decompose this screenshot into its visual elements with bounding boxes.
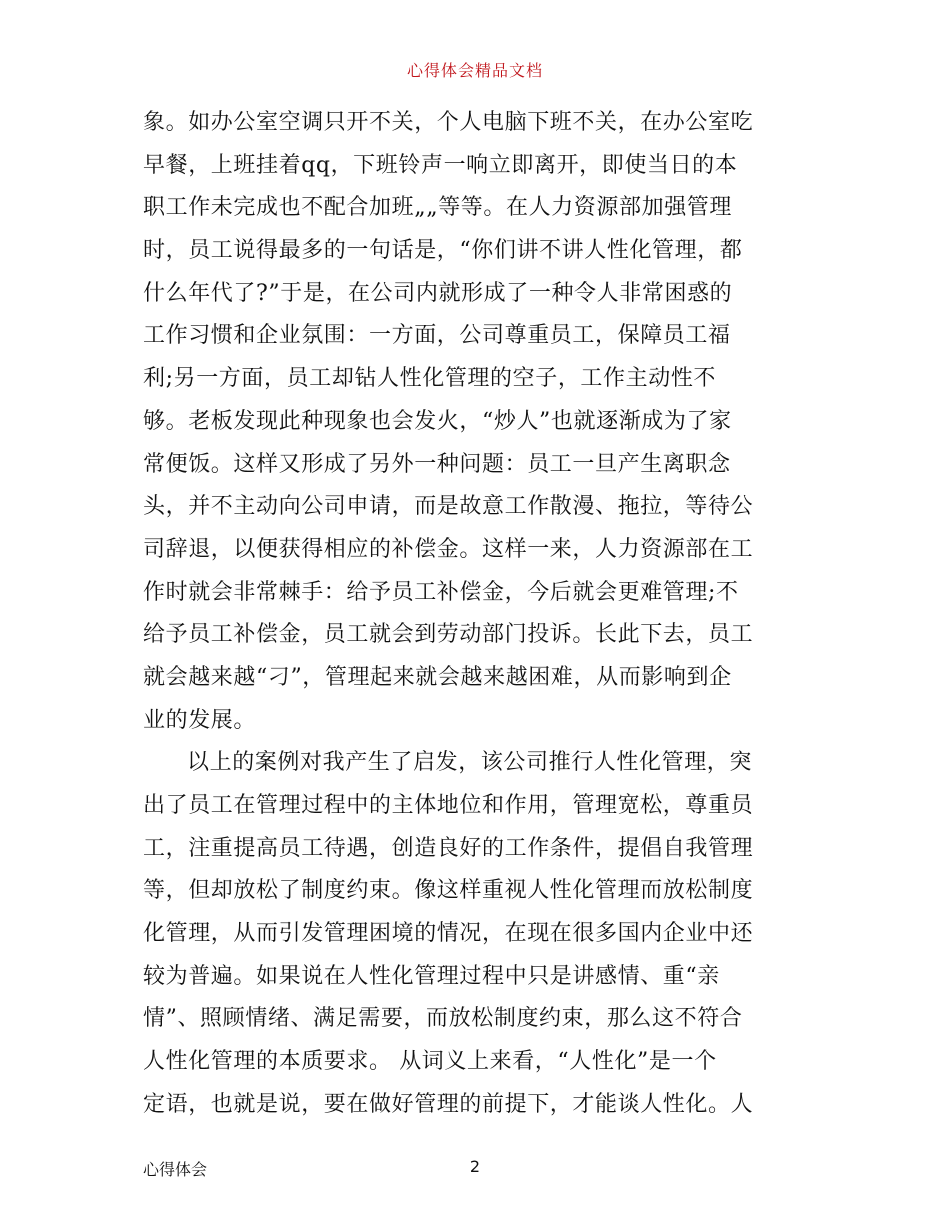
text-line: 常便饭。这样又形成了另外一种问题：员工一旦产生离职念: [143, 451, 731, 477]
text-line: 人性化管理的本质要求。 从词义上来看，“人性化”是一个: [143, 1049, 717, 1075]
text-line: 定语，也就是说，要在做好管理的前提下，才能谈人性化。人: [143, 1091, 754, 1117]
text-line: 什么年代了?”于是，在公司内就形成了一种令人非常困惑的: [143, 280, 733, 306]
text-line: 司辞退，以便获得相应的补偿金。这样一来，人力资源部在工: [143, 536, 754, 562]
text-line: 给予员工补偿金，员工就会到劳动部门投诉。长此下去，员工: [143, 622, 754, 648]
text-line: 够。老板发现此种现象也会发火，“炒人”也就逐渐成为了家: [143, 408, 732, 434]
text-line: 象。如办公室空调只开不关，个人电脑下班不关，在办公室吃: [143, 110, 754, 135]
text-line: 作时就会非常棘手：给予员工补偿金，今后就会更难管理;不: [143, 579, 739, 605]
text-line: 情”、照顾情绪、满足需要，而放松制度约束，那么这不符合: [143, 1006, 743, 1032]
text-line: 就会越来越“刁”，管理起来就会越来越困难，从而影响到企: [143, 664, 732, 690]
page-number: 2: [469, 1157, 481, 1176]
body-text: [143, 102, 813, 1127]
text-line: 头，并不主动向公司申请，而是故意工作散漫、拖拉，等待公: [143, 494, 754, 520]
paragraph-first-line: 以上的案例对我产生了启发，该公司推行人性化管理，突: [187, 750, 753, 776]
text-line: 工作习惯和企业氛围：一方面，公司尊重员工，保障员工福: [143, 323, 731, 349]
text-line: 工，注重提高员工待遇，创造良好的工作条件，提倡自我管理: [143, 835, 754, 861]
text-line: 出了员工在管理过程中的主体地位和作用，管理宽松，尊重员: [143, 793, 754, 818]
footer-label: 心得体会: [143, 1160, 208, 1179]
text-line: 职工作未完成也不配合加班„„等等。在人力资源部加强管理: [143, 195, 732, 221]
text-line: 时，员工说得最多的一句话是，“你们讲不讲人性化管理，都: [143, 238, 743, 264]
text-line: 等，但却放松了制度约束。像这样重视人性化管理而放松制度: [143, 878, 754, 904]
text-line: 业的发展。: [143, 707, 257, 733]
text-line: 利;另一方面，员工却钻人性化管理的空子，工作主动性不: [143, 366, 717, 392]
text-line: 化管理，从而引发管理困境的情况，在现在很多国内企业中还: [143, 921, 754, 947]
page-header-title: 心得体会精品文档: [406, 61, 543, 80]
text-line: 较为普遍。如果说在人性化管理过程中只是讲感情、重“亲: [143, 963, 720, 989]
text-line: 早餐，上班挂着qq，下班铃声一响立即离开，即使当日的本: [143, 152, 738, 178]
